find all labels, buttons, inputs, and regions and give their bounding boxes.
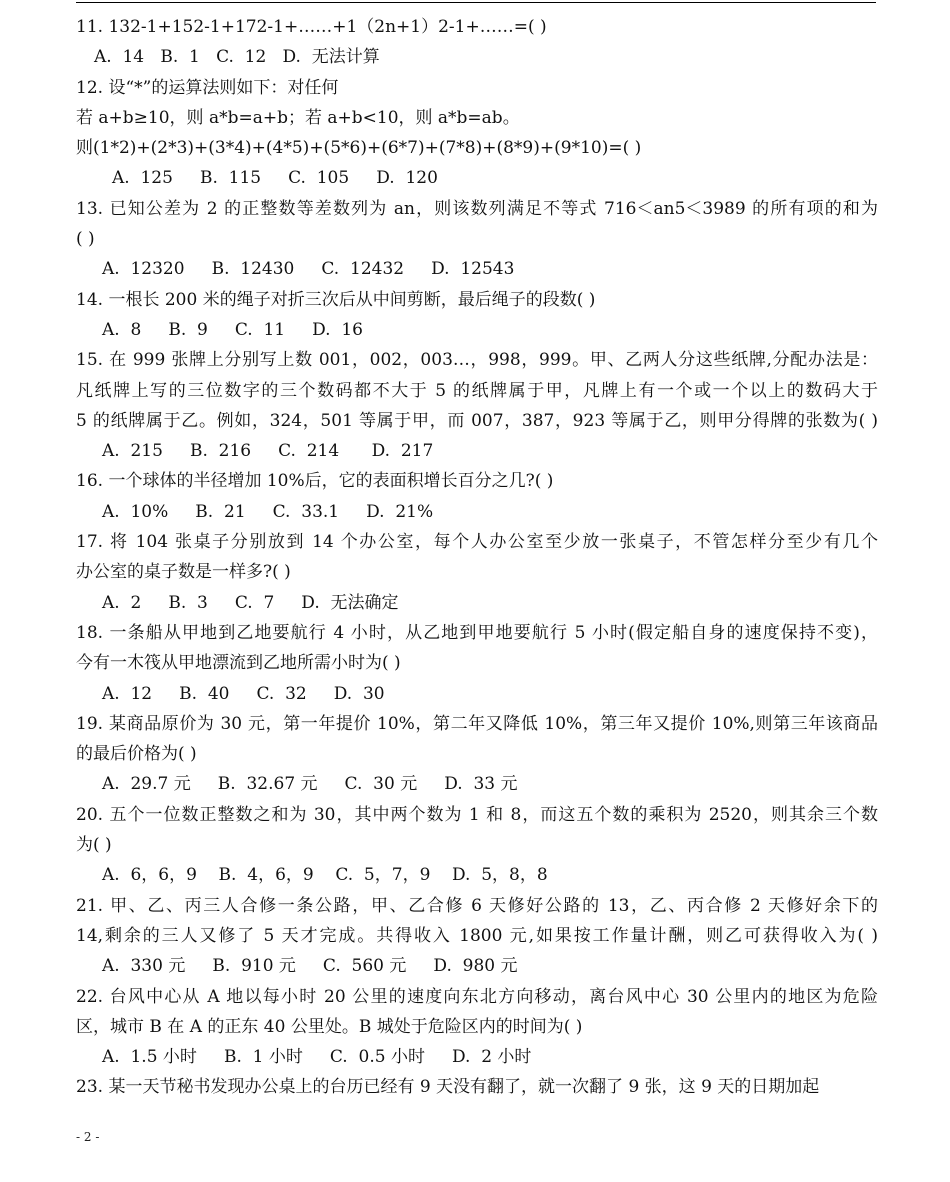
question-18 <box>76 618 878 709</box>
question-17 <box>76 527 878 618</box>
question-list <box>76 12 878 1103</box>
answer-options: A. 6，6，9 B. 4，6，9 C. 5，7，9 D. 5，8，8 <box>102 865 548 886</box>
question-23 <box>76 1072 878 1102</box>
question-stem-line: 12. 设“*”的运算法则如下：对任何 <box>76 77 339 98</box>
answer-options: A. 8 B. 9 C. 11 D. 16 <box>102 319 363 340</box>
question-stem-line: 若 a+b≥10，则 a*b=a+b；若 a+b<10，则 a*b=ab。 <box>76 107 520 128</box>
answer-options: A. 10% B. 21 C. 33.1 D. 21% <box>102 501 434 522</box>
question-stem-line: 14,剩余的三人又修了 5 天才完成。共得收入 1800 元,如果按工作量计酬，则乙可获得收入为( ) <box>76 925 878 946</box>
question-22 <box>76 982 878 1073</box>
answer-options: A. 125 B. 115 C. 105 D. 120 <box>112 168 438 189</box>
question-stem-line: 19. 某商品原价为 30 元，第一年提价 10%，第二年又降低 10%，第三年又提价 10%,则第三年该商品 <box>76 713 878 734</box>
answer-options: A. 2 B. 3 C. 7 D. 无法确定 <box>102 592 399 613</box>
question-19 <box>76 709 878 800</box>
question-stem-line: 办公室的桌子数是一样多?( ) <box>76 562 291 583</box>
question-stem-line: 13. 已知公差为 2 的正整数等差数列为 an，则该数列满足不等式 716＜an5＜3989 的所有项的和为 <box>76 198 878 219</box>
question-20 <box>76 800 878 891</box>
question-stem-line: 20. 五个一位数正整数之和为 30，其中两个数为 1 和 8，而这五个数的乘积为 2520，则其余三个数 <box>76 804 878 825</box>
question-stem-line: 22. 台风中心从 A 地以每小时 20 公里的速度向东北方向移动，离台风中心 30 公里内的地区为危险 <box>76 986 878 1007</box>
answer-options: A. 14 B. 1 C. 12 D. 无法计算 <box>94 47 380 68</box>
question-stem-line: 14. 一根长 200 米的绳子对折三次后从中间剪断，最后绳子的段数( ) <box>76 289 596 310</box>
question-stem-line: 凡纸牌上写的三位数字的三个数码都不大于 5 的纸牌属于甲，凡牌上有一个或一个以上的数码大于 <box>76 380 878 401</box>
question-stem-line: 区，城市 B 在 A 的正东 40 公里处。B 城处于危险区内的时间为( ) <box>76 1016 583 1037</box>
answer-options: A. 330 元 B. 910 元 C. 560 元 D. 980 元 <box>102 956 518 977</box>
question-stem-line: 5 的纸牌属于乙。例如，324，501 等属于甲，而 007，387，923 等属于乙，则甲分得牌的张数为( ) <box>76 410 878 431</box>
question-stem-line: 21. 甲、乙、丙三人合修一条公路，甲、乙合修 6 天修好公路的 13，乙、丙合修 2 天修好余下的 <box>76 895 878 916</box>
question-14 <box>76 285 878 346</box>
page-number: - 2 - <box>76 1130 100 1144</box>
answer-options: A. 215 B. 216 C. 214 D. 217 <box>102 441 434 462</box>
question-16 <box>76 466 878 527</box>
question-stem-line: 的最后价格为( ) <box>76 744 197 765</box>
answer-options: A. 29.7 元 B. 32.67 元 C. 30 元 D. 33 元 <box>102 774 518 795</box>
question-11 <box>76 12 878 73</box>
answer-options: A. 12320 B. 12430 C. 12432 D. 12543 <box>102 259 515 280</box>
question-21 <box>76 891 878 982</box>
question-13 <box>76 194 878 285</box>
answer-options: A. 12 B. 40 C. 32 D. 30 <box>102 683 385 704</box>
question-stem-line: ( ) <box>76 229 95 250</box>
question-15 <box>76 345 878 466</box>
question-stem-line: 11. 132-1+152-1+172-1+……+1（2n+1）2-1+……=( ) <box>76 17 547 37</box>
question-stem-line: 18. 一条船从甲地到乙地要航行 4 小时，从乙地到甲地要航行 5 小时(假定船自身的速度保持不变)， <box>76 622 878 643</box>
question-stem-line: 则(1*2)+(2*3)+(3*4)+(4*5)+(5*6)+(6*7)+(7*8)+(8*9)+(9*10)=( ) <box>76 138 642 159</box>
question-12 <box>76 73 878 194</box>
top-rule <box>76 2 876 3</box>
question-stem-line: 为( ) <box>76 835 112 856</box>
answer-options: A. 1.5 小时 B. 1 小时 C. 0.5 小时 D. 2 小时 <box>102 1047 532 1068</box>
question-stem-line: 17. 将 104 张桌子分别放到 14 个办公室，每个人办公室至少放一张桌子，不管怎样分至少有几个 <box>76 532 878 553</box>
question-stem-line: 今有一木筏从甲地漂流到乙地所需小时为( ) <box>76 653 401 674</box>
question-stem-line: 16. 一个球体的半径增加 10%后，它的表面积增长百分之几?( ) <box>76 471 554 492</box>
question-stem-line: 23. 某一天节秘书发现办公桌上的台历已经有 9 天没有翻了，就一次翻了 9 张，这 9 天的日期加起 <box>76 1077 820 1098</box>
question-stem-line: 15. 在 999 张牌上分别写上数 001，002，003…，998，999。甲、乙两人分这些纸牌,分配办法是： <box>76 350 878 371</box>
